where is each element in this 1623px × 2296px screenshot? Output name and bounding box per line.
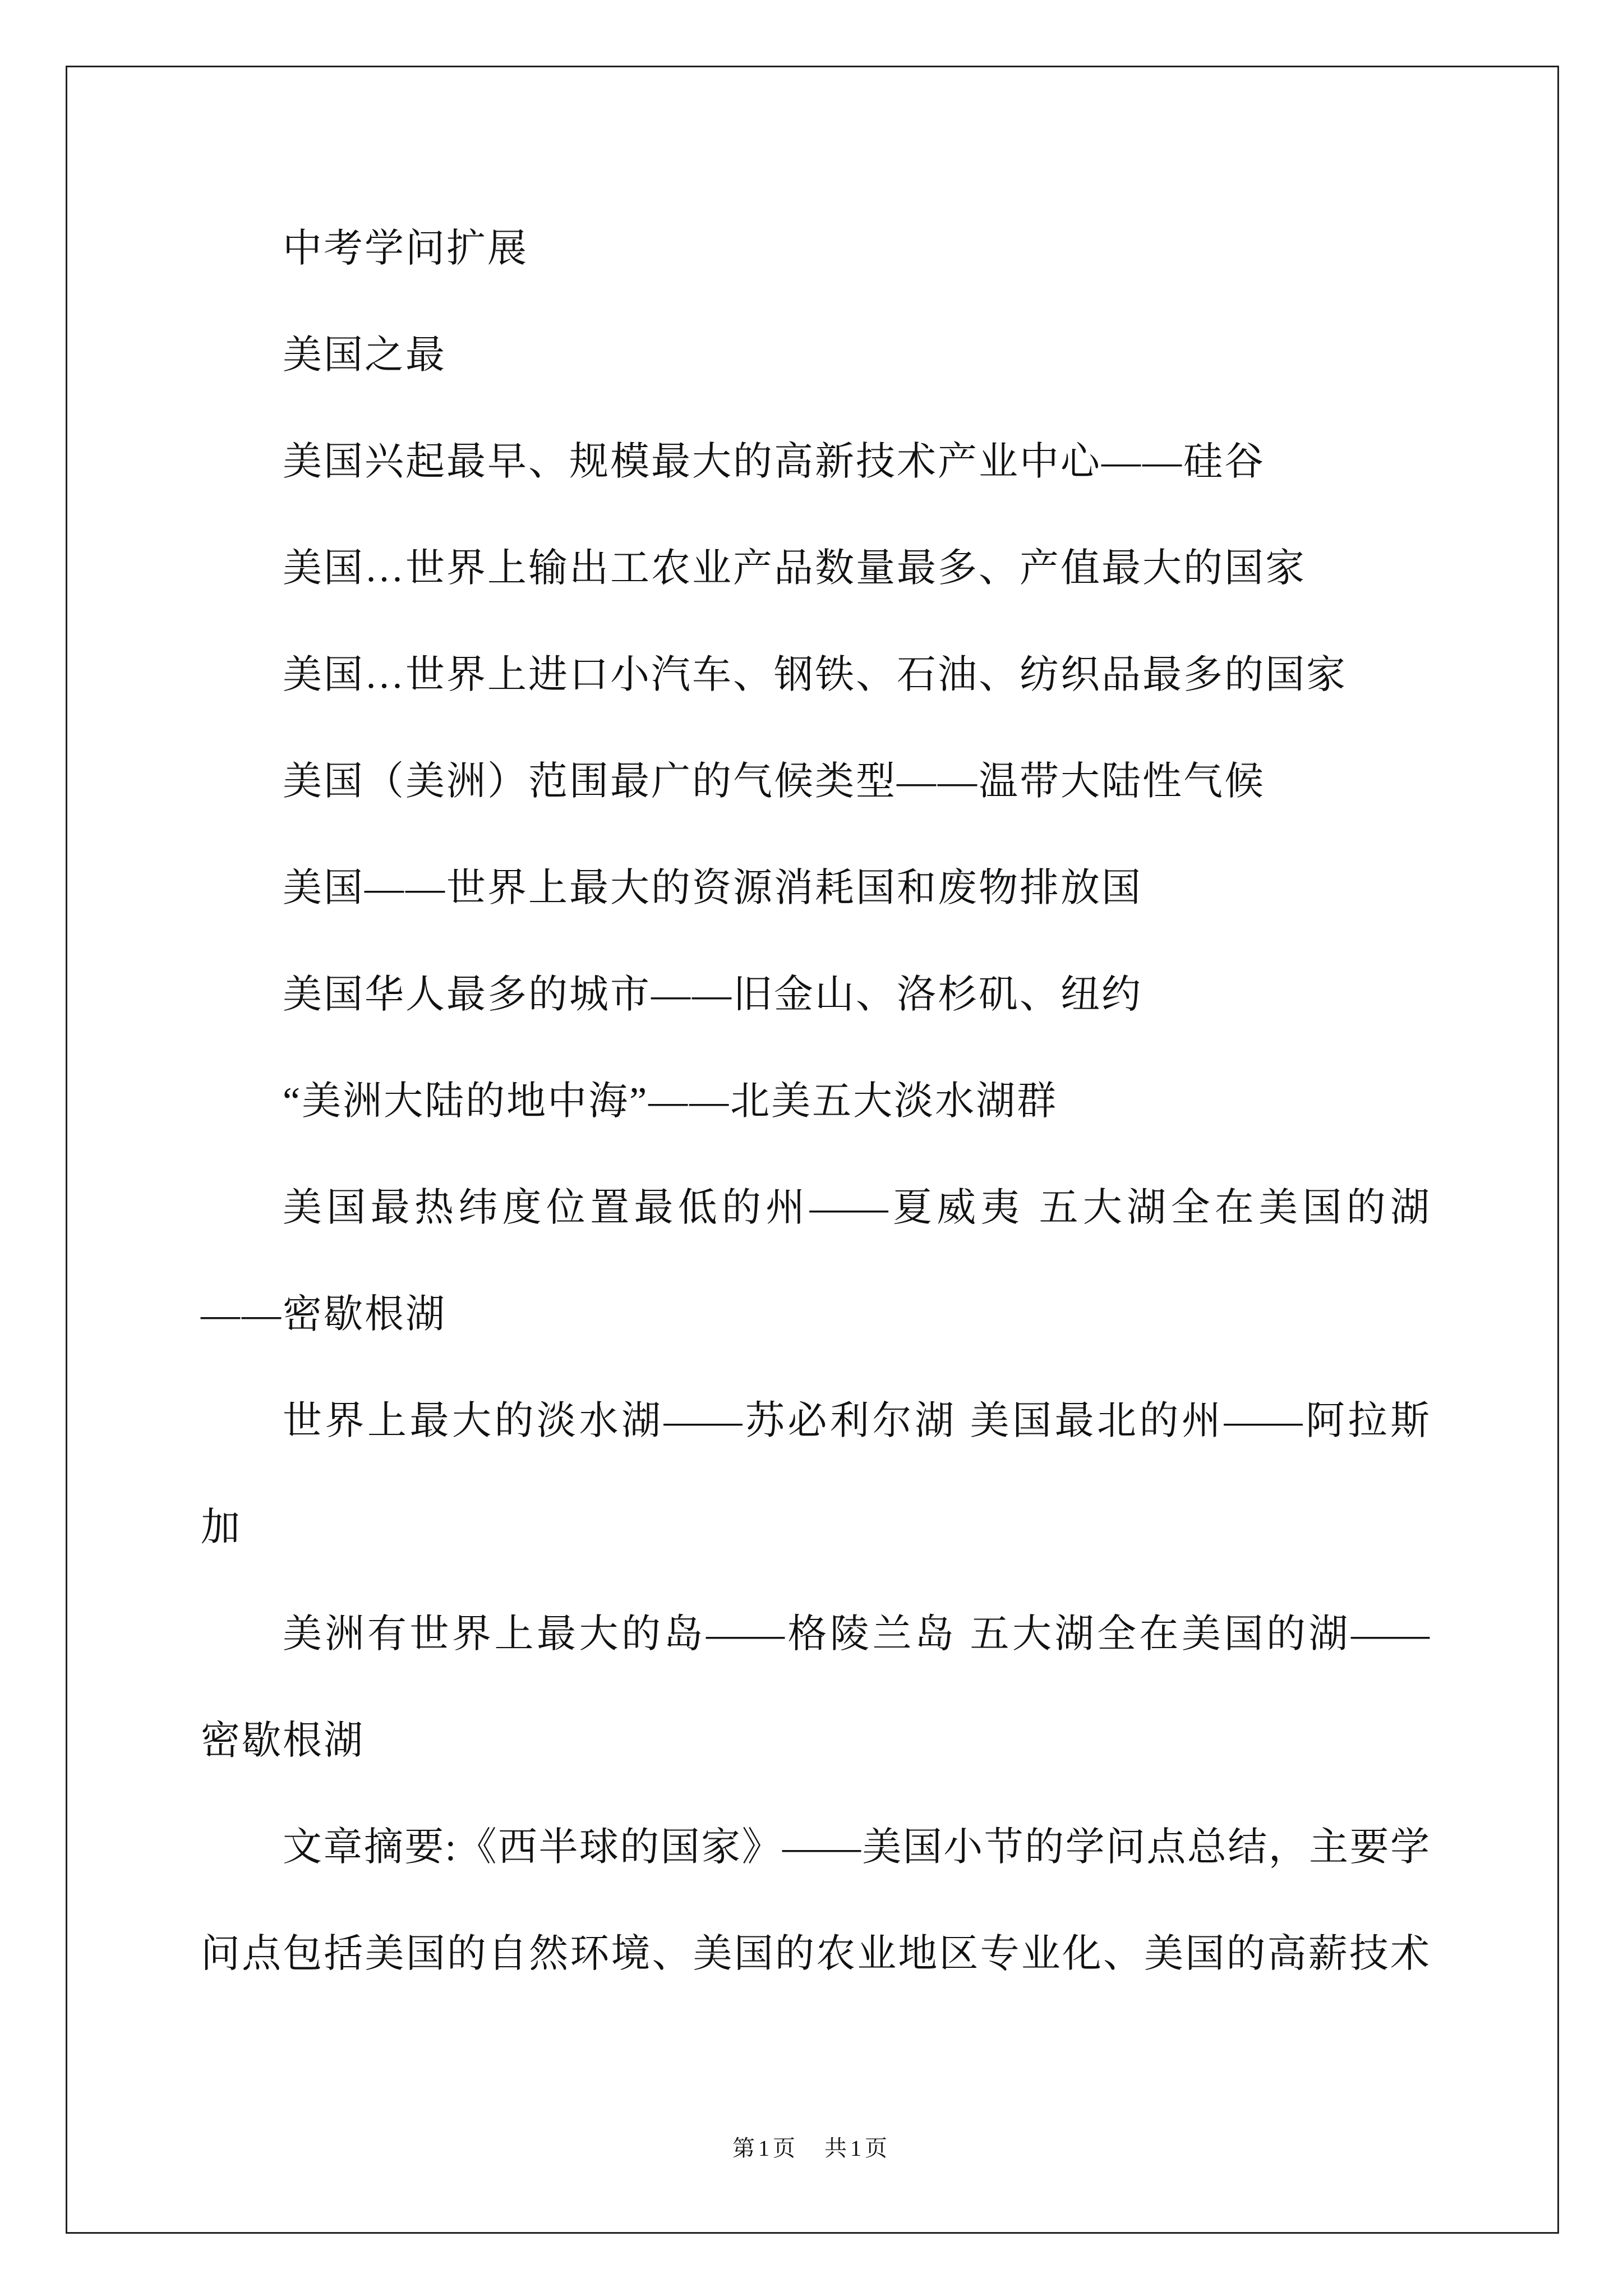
- paragraph-line: 文章摘要:《西半球的国家》——美国小节的学问点总结，主要学: [283, 1826, 1430, 1869]
- paragraph-line: 美国（美洲）范围最广的气候类型——温带大陆性气候: [283, 760, 1265, 803]
- paragraph: [201, 942, 1430, 1048]
- page-footer: [0, 2132, 1623, 2165]
- paragraph-line: 美国…世界上进口小汽车、钢铁、石油、纺织品最多的国家: [283, 654, 1347, 697]
- paragraph-line: 密歇根湖: [201, 1719, 365, 1763]
- paragraph-line: 问点包括美国的自然环境、美国的农业地区专业化、美国的高薪技术: [201, 1932, 1430, 1976]
- paragraph: [201, 1155, 1430, 1368]
- paragraph-line: 美洲有世界上最大的岛——格陵兰岛 五大湖全在美国的湖——: [283, 1613, 1430, 1656]
- paragraph-line: 美国最热纬度位置最低的州——夏威夷 五大湖全在美国的湖: [283, 1186, 1430, 1230]
- page-count: 共1页: [824, 2136, 891, 2161]
- paragraph-line: 美国兴起最早、规模最大的高新技术产业中心——硅谷: [283, 440, 1265, 484]
- paragraph: [201, 622, 1430, 729]
- page-number: 第1页: [732, 2136, 799, 2161]
- paragraph-line: 美国…世界上输出工农业产品数量最多、产值最大的国家: [283, 547, 1306, 590]
- paragraph-line: ——密歇根湖: [201, 1293, 446, 1336]
- paragraph-line: “美洲大陆的地中海”——北美五大淡水湖群: [283, 1080, 1058, 1123]
- document-body: [201, 196, 1430, 2008]
- paragraph-line: 加: [201, 1506, 242, 1549]
- section-heading: 美国之最: [283, 334, 446, 377]
- title-paragraph: [201, 196, 1430, 302]
- paragraph: [201, 516, 1430, 622]
- heading-paragraph: [201, 302, 1430, 409]
- document-title: 中考学问扩展: [283, 227, 528, 270]
- paragraph-line: 美国华人最多的城市——旧金山、洛杉矶、纽约: [283, 973, 1142, 1016]
- paragraph-line: 美国——世界上最大的资源消耗国和废物排放国: [283, 867, 1142, 910]
- paragraph: [201, 1581, 1430, 1795]
- paragraph: [201, 729, 1430, 835]
- paragraph-line: 世界上最大的淡水湖——苏必利尔湖 美国最北的州——阿拉斯: [283, 1400, 1430, 1443]
- summary-paragraph: [201, 1795, 1430, 2008]
- paragraph: [201, 1368, 1430, 1581]
- paragraph: [201, 409, 1430, 516]
- paragraph: [201, 1048, 1430, 1155]
- paragraph: [201, 835, 1430, 942]
